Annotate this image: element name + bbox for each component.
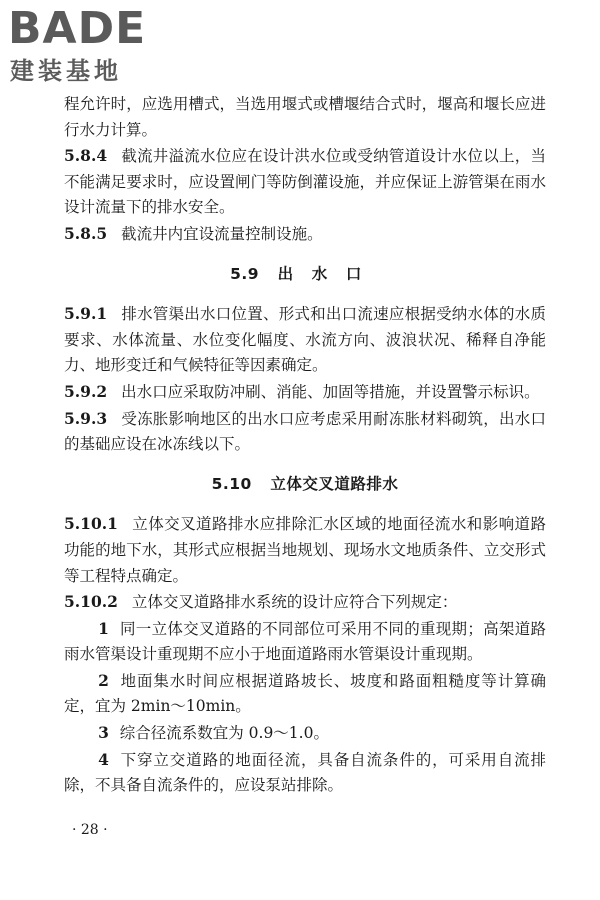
list-item [64, 720, 546, 747]
clause-number: 5.9.2 [64, 381, 108, 401]
clause-text: 立体交叉道路排水应排除汇水区域的地面径流水和影响道路功能的地下水，其形式应根据当地规划、现场水文地质条件、立交形式等工程特点确定。 [64, 515, 546, 585]
item-number: 3 [98, 723, 109, 743]
list-item [64, 616, 546, 668]
item-text: 地面集水时间应根据道路坡长、坡度和路面粗糙度等计算确定，宜为 2min～10min。 [64, 671, 546, 716]
clause-number: 5.10.1 [64, 514, 118, 534]
clause-5-10-2 [64, 589, 546, 616]
clause-5-8-4 [64, 143, 546, 221]
list-item [64, 668, 546, 720]
clause-5-8-5 [64, 221, 546, 248]
item-number: 1 [98, 618, 109, 638]
clause-5-9-3 [64, 406, 546, 458]
clause-text: 立体交叉道路排水系统的设计应符合下列规定： [131, 593, 458, 612]
item-text: 同一立体交叉道路的不同部位可采用不同的重现期；高架道路雨水管渠设计重现期不应小于地面道路雨水管渠设计重现期。 [64, 619, 546, 664]
clause-number: 5.10.2 [64, 592, 118, 612]
clause-text: 出水口应采取防冲刷、消能、加固等措施，并设置警示标识。 [121, 382, 540, 401]
item-text: 下穿立交道路的地面径流，具备自流条件的，可采用自流排除，不具备自流条件的，应设泵站排除。 [64, 750, 546, 795]
item-text: 综合径流系数宜为 0.9～1.0。 [119, 724, 329, 743]
clause-text: 排水管渠出水口位置、形式和出口流速应根据受纳水体的水质要求、水体流量、水位变化幅度、水流方向、波浪状况、稀释自净能力、地形变迁和气候特征等因素确定。 [64, 305, 546, 375]
clause-5-9-1 [64, 301, 546, 379]
clause-number: 5.9.1 [64, 304, 108, 324]
page-number: · 28 · [72, 822, 108, 838]
section-title: 立体交叉道路排水 [270, 474, 399, 493]
clause-5-10-1 [64, 511, 546, 589]
paragraph-text: 程允许时，应选用槽式，当选用堰式或槽堰结合式时，堰高和堰长应进行水力计算。 [64, 95, 546, 139]
list-item [64, 747, 546, 799]
paragraph-continuation [64, 92, 546, 143]
logo-subtitle: 建装基地 [10, 57, 122, 85]
section-number: 5.9 [230, 264, 260, 283]
clause-number: 5.8.4 [64, 146, 108, 166]
clause-number: 5.9.3 [64, 408, 108, 428]
clause-text: 截流井溢流水位应在设计洪水位或受纳管道设计水位以上，当不能满足要求时，应设置闸门等防倒灌设施，并应保证上游管渠在雨水设计流量下的排水安全。 [64, 147, 546, 217]
logo-wordmark: BADE [8, 3, 147, 54]
item-number: 2 [98, 670, 109, 690]
clause-5-9-2 [64, 379, 546, 406]
document-body [64, 92, 546, 799]
section-number: 5.10 [211, 474, 252, 493]
section-heading-5-10 [64, 472, 546, 498]
section-title: 出水口 [277, 264, 380, 283]
item-number: 4 [98, 749, 109, 769]
section-heading-5-9 [64, 262, 546, 288]
clause-text: 截流井内宜设流量控制设施。 [121, 224, 323, 243]
bade-logo [8, 3, 178, 86]
clause-number: 5.8.5 [64, 223, 108, 243]
clause-text: 受冻胀影响地区的出水口应考虑采用耐冻胀材料砌筑，出水口的基础应设在冰冻线以下。 [64, 409, 546, 454]
